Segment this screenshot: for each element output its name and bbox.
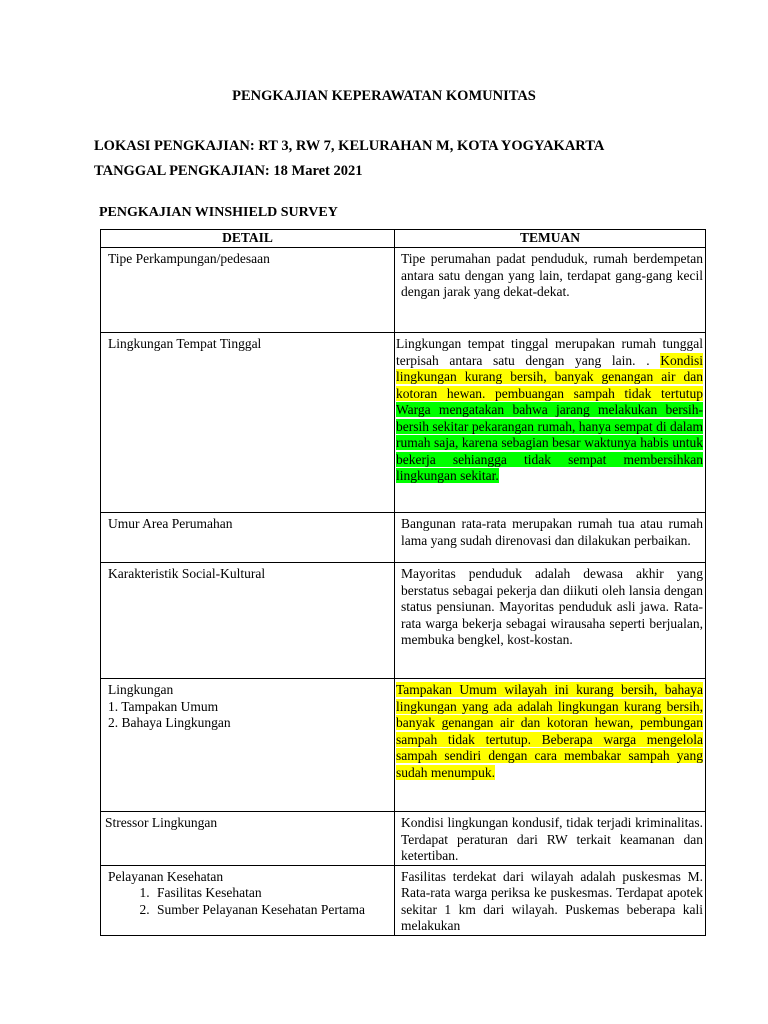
detail-cell: Tipe Perkampungan/pedesaan	[101, 248, 395, 333]
list-item: 2. Sumber Pelayanan Kesehatan Pertama	[153, 902, 390, 919]
table-row	[101, 248, 706, 333]
table-row	[101, 333, 706, 513]
temuan-text: Lingkungan tempat tinggal merupakan rumah tunggal terpisah antara satu dengan yang lain. .	[396, 336, 703, 368]
table-row	[101, 563, 706, 679]
header-detail: DETAIL	[101, 230, 395, 248]
temuan-cell: Mayoritas penduduk adalah dewasa akhir yang berstatus sebagai pekerja dan diikuti oleh lansia dengan status pensiunan. Mayoritas penduduk asli jawa. Rata-rata warga bekerja sebagai wirausaha seperti berjualan, membuka bengkel, kost-kostan.	[395, 563, 706, 679]
table-row	[101, 513, 706, 563]
highlight-yellow: Kondisi lingkungan kurang bersih, banyak genangan air dan kotoran hewan. pembuangan sampah tidak tertutup	[396, 352, 703, 401]
detail-line: Lingkungan	[108, 682, 174, 697]
temuan-cell: Tipe perumahan padat penduduk, rumah berdempetan antara satu dengan yang lain, terdapat gang-gang kecil dengan jarak yang dekat-dekat.	[395, 248, 706, 333]
temuan-cell: Bangunan rata-rata merupakan rumah tua atau rumah lama yang sudah direnovasi dan dilakukan perbaikan.	[395, 513, 706, 563]
temuan-cell: Kondisi lingkungan kondusif, tidak terjadi kriminalitas. Terdapat peraturan dari RW terkait keamanan dan ketertiban.	[395, 812, 706, 866]
assessment-date: TANGGAL PENGKAJIAN: 18 Maret 2021	[94, 163, 363, 179]
list-item: 1. Fasilitas Kesehatan	[153, 885, 390, 902]
table-row	[101, 679, 706, 812]
highlight-green: Warga mengatakan bahwa jarang melakukan bersih-bersih sekitar pekarangan rumah, hanya sempat di dalam rumah saja, karena sebagian besar waktunya habis untuk bekerja sehiangga tidak sempat membersihkan lingkungan sekitar.	[396, 402, 703, 483]
temuan-cell: Fasilitas terdekat dari wilayah adalah puskesmas M. Rata-rata warga periksa ke puskesmas. Terdapat apotek sekitar 1 km dari wilayah. Puskemas beberapa kali melakukan	[395, 865, 706, 935]
table-row	[101, 812, 706, 866]
detail-cell: Karakteristik Social-Kultural	[101, 563, 395, 679]
survey-table	[100, 229, 706, 936]
highlight-yellow: Tampakan Umum wilayah ini kurang bersih, bahaya lingkungan yang ada adalah lingkungan kurang bersih, banyak genangan air dan kotoran hewan, pembungan sampah tidak tertutup. Beberapa warga mengelola sampah sendiri dengan cara membakar sampah yang sudah menumpuk.	[396, 682, 703, 780]
detail-line: 2. Bahaya Lingkungan	[108, 715, 231, 730]
table-row	[101, 865, 706, 935]
detail-line: 1. Tampakan Umum	[108, 698, 219, 714]
document-title: PENGKAJIAN KEPERAWATAN KOMUNITAS	[232, 88, 536, 104]
detail-list	[108, 885, 390, 918]
temuan-cell	[395, 679, 706, 812]
detail-cell	[101, 865, 395, 935]
assessment-location: LOKASI PENGKAJIAN: RT 3, RW 7, KELURAHAN M, KOTA YOGYAKARTA	[94, 138, 605, 154]
section-heading: PENGKAJIAN WINSHIELD SURVEY	[99, 205, 338, 220]
detail-line: Pelayanan Kesehatan	[108, 868, 224, 884]
temuan-cell	[395, 333, 706, 513]
detail-cell: Lingkungan Tempat Tinggal	[101, 333, 395, 513]
header-temuan: TEMUAN	[395, 230, 706, 248]
detail-cell: Stressor Lingkungan	[101, 812, 395, 866]
table-header-row	[101, 230, 706, 248]
detail-cell: Umur Area Perumahan	[101, 513, 395, 563]
detail-cell	[101, 679, 395, 812]
